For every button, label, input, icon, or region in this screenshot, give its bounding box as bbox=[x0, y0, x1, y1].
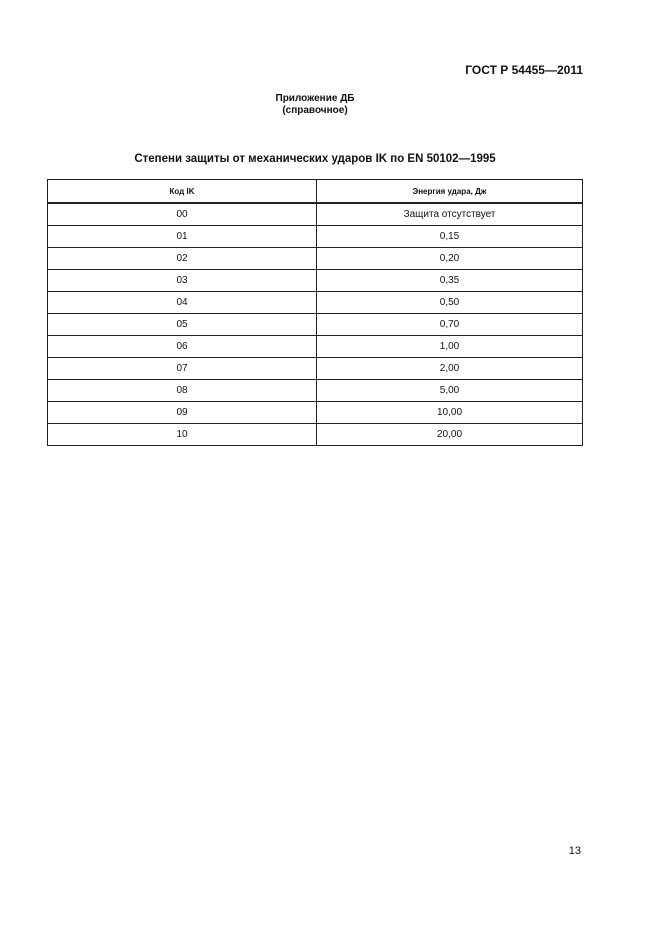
impact-energy-cell: 0,20 bbox=[317, 248, 583, 270]
impact-energy-cell: Защита отсутствует bbox=[317, 203, 583, 226]
table-row bbox=[48, 424, 583, 446]
impact-energy-cell: 0,70 bbox=[317, 314, 583, 336]
ik-protection-table bbox=[47, 179, 583, 446]
table-row bbox=[48, 314, 583, 336]
impact-energy-cell: 1,00 bbox=[317, 336, 583, 358]
table-row bbox=[48, 380, 583, 402]
ik-code-cell: 02 bbox=[48, 248, 317, 270]
ik-code-cell: 01 bbox=[48, 226, 317, 248]
ik-code-cell: 06 bbox=[48, 336, 317, 358]
table-row bbox=[48, 248, 583, 270]
appendix-subtitle: (справочное) bbox=[282, 105, 348, 116]
impact-energy-cell: 2,00 bbox=[317, 358, 583, 380]
impact-energy-cell: 10,00 bbox=[317, 402, 583, 424]
column-header-ik-code: Код IK bbox=[48, 180, 317, 204]
impact-energy-cell: 0,35 bbox=[317, 270, 583, 292]
impact-energy-cell: 0,15 bbox=[317, 226, 583, 248]
impact-energy-cell: 5,00 bbox=[317, 380, 583, 402]
ik-code-cell: 10 bbox=[48, 424, 317, 446]
ik-code-cell: 09 bbox=[48, 402, 317, 424]
page-number: 13 bbox=[568, 845, 581, 857]
column-header-impact-energy: Энергия удара, Дж bbox=[317, 180, 583, 204]
table-row bbox=[48, 226, 583, 248]
table-row bbox=[48, 270, 583, 292]
standard-code: ГОСТ Р 54455—2011 bbox=[465, 63, 583, 77]
ik-code-cell: 07 bbox=[48, 358, 317, 380]
ik-code-cell: 04 bbox=[48, 292, 317, 314]
table-row bbox=[48, 402, 583, 424]
table-row bbox=[48, 358, 583, 380]
appendix-heading bbox=[0, 93, 630, 117]
ik-code-cell: 00 bbox=[48, 203, 317, 226]
table-header-row bbox=[48, 180, 583, 204]
impact-energy-cell: 0,50 bbox=[317, 292, 583, 314]
impact-energy-cell: 20,00 bbox=[317, 424, 583, 446]
ik-code-cell: 05 bbox=[48, 314, 317, 336]
table-row bbox=[48, 292, 583, 314]
table-title: Степени защиты от механических ударов IK по EN 50102—1995 bbox=[134, 153, 496, 165]
ik-code-cell: 08 bbox=[48, 380, 317, 402]
appendix-title: Приложение ДБ bbox=[275, 93, 355, 104]
ik-code-cell: 03 bbox=[48, 270, 317, 292]
table-row bbox=[48, 336, 583, 358]
table-row bbox=[48, 203, 583, 226]
